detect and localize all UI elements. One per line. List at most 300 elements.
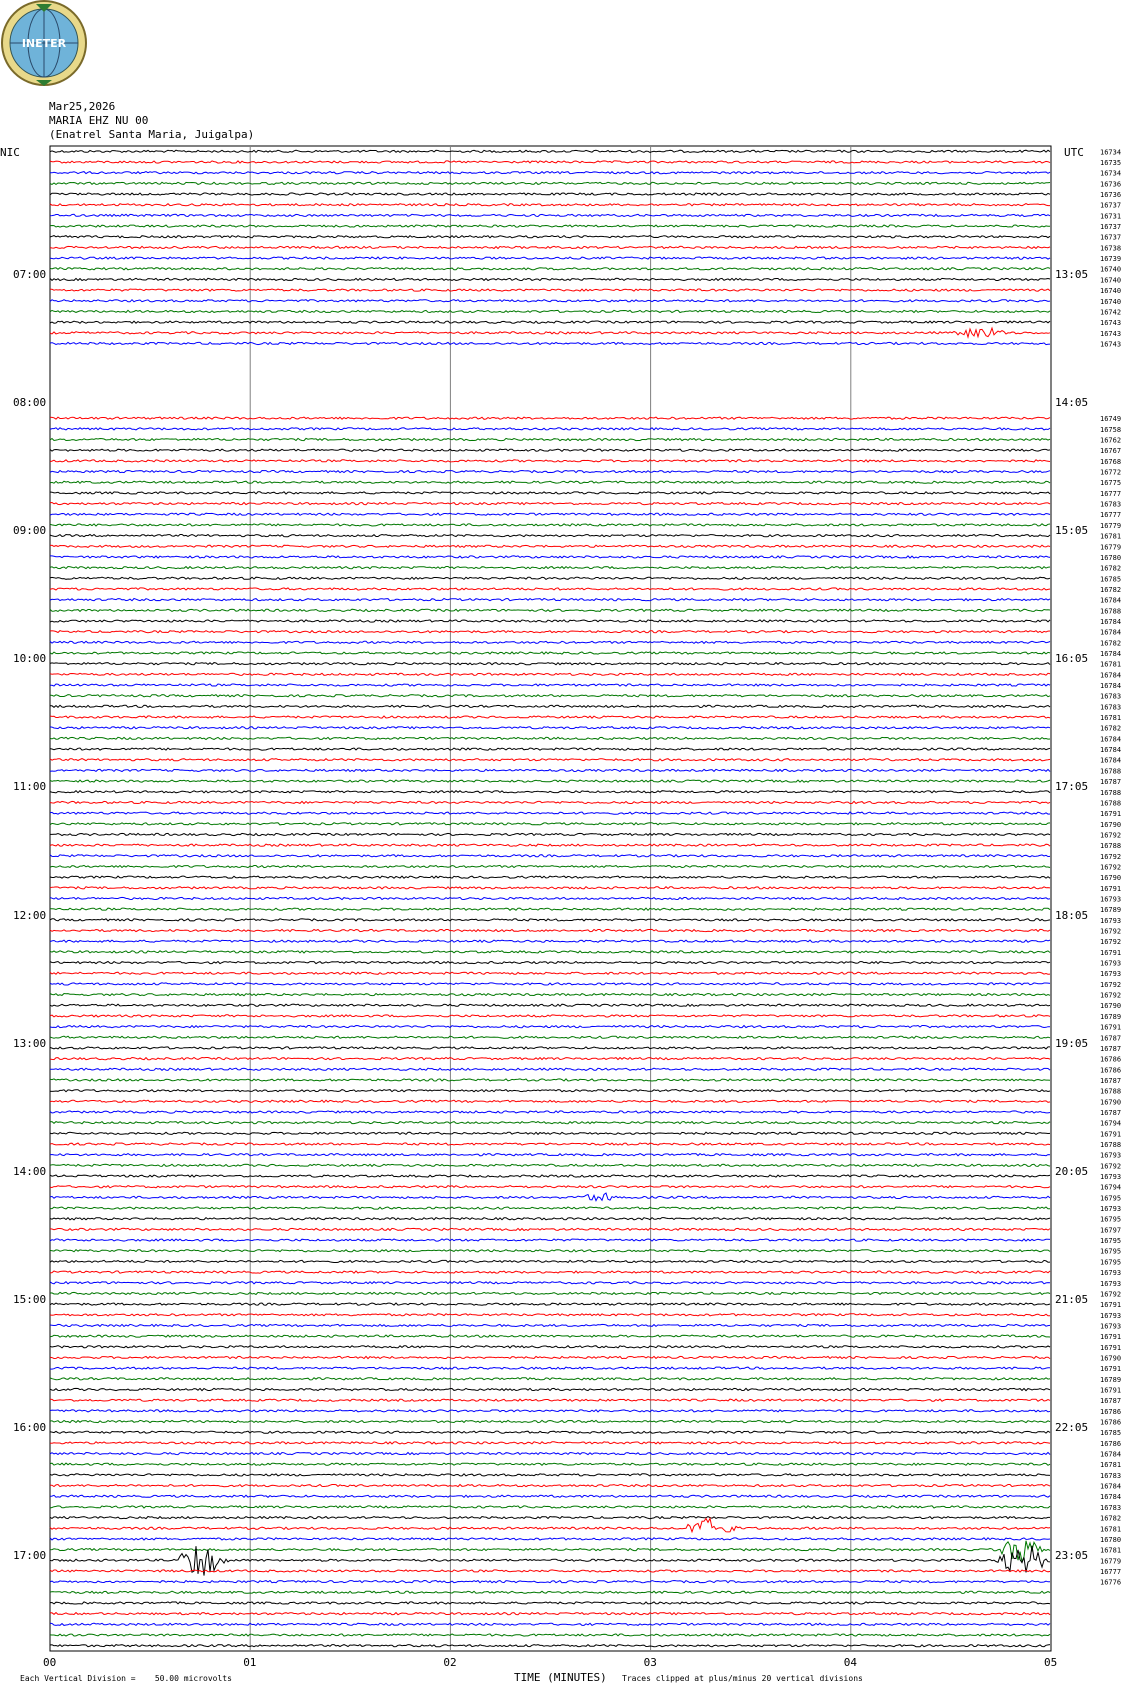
hour-label-left: 16:00 <box>13 1420 47 1434</box>
hour-label-right: 14:05 <box>1055 396 1089 410</box>
hour-label-right: 13:05 <box>1055 268 1089 282</box>
trace-row <box>50 908 1050 910</box>
trace-row <box>50 1420 1050 1422</box>
trace-count: 16791 <box>1100 1301 1122 1310</box>
trace-row <box>50 1346 1050 1348</box>
trace-count: 16786 <box>1100 1407 1122 1416</box>
trace-count: 16784 <box>1100 682 1122 691</box>
trace-count: 16790 <box>1100 820 1122 829</box>
trace-count: 16792 <box>1100 852 1122 861</box>
trace-count: 16758 <box>1100 425 1122 434</box>
trace-row <box>50 1228 1050 1230</box>
trace-count: 16784 <box>1100 617 1122 626</box>
trace-row <box>50 1485 1050 1487</box>
hour-label-left: 12:00 <box>13 908 47 922</box>
trace-row <box>50 748 1050 750</box>
trace-row <box>50 1292 1050 1294</box>
trace-row <box>50 1058 1050 1060</box>
trace-count: 16781 <box>1100 1546 1122 1555</box>
svg-text:INETER: INETER <box>21 37 67 50</box>
trace-count: 16793 <box>1100 970 1122 979</box>
trace-row <box>50 1079 1050 1081</box>
trace-row <box>50 1623 1050 1625</box>
trace-count: 16749 <box>1100 415 1122 424</box>
trace-count: 16790 <box>1100 874 1122 883</box>
trace-row <box>50 1356 1050 1358</box>
trace-count: 16768 <box>1100 457 1122 466</box>
trace-row <box>50 449 1050 451</box>
trace-count: 16792 <box>1100 980 1122 989</box>
trace-count: 16789 <box>1100 1375 1122 1384</box>
trace-row <box>50 1431 1050 1433</box>
trace-count: 16779 <box>1100 1557 1122 1566</box>
trace-row <box>50 1164 1050 1166</box>
hour-label-left: 11:00 <box>13 780 47 794</box>
hour-label-right: 20:05 <box>1055 1164 1089 1178</box>
trace-row <box>50 897 1050 899</box>
trace-count: 16795 <box>1100 1258 1122 1267</box>
trace-count: 16795 <box>1100 1237 1122 1246</box>
trace-row <box>50 1282 1050 1284</box>
trace-row <box>50 1036 1050 1038</box>
trace-count: 16787 <box>1100 778 1122 787</box>
trace-count: 16797 <box>1100 1226 1122 1235</box>
trace-row <box>50 1324 1050 1326</box>
trace-count: 16795 <box>1100 1215 1122 1224</box>
trace-row <box>50 919 1050 921</box>
trace-row <box>50 962 1050 964</box>
trace-count: 16786 <box>1100 1066 1122 1075</box>
trace-count: 16792 <box>1100 991 1122 1000</box>
trace-count: 16783 <box>1100 500 1122 509</box>
trace-count: 16793 <box>1100 895 1122 904</box>
trace-row <box>50 1399 1050 1401</box>
hour-label-left: 17:00 <box>13 1548 47 1562</box>
trace-count: 16782 <box>1100 724 1122 733</box>
trace-row <box>50 1591 1050 1593</box>
trace-count: 16792 <box>1100 1162 1122 1171</box>
trace-count: 16777 <box>1100 489 1122 498</box>
trace-row <box>50 695 1050 697</box>
trace-row <box>50 727 1050 729</box>
trace-row <box>50 983 1050 985</box>
trace-row <box>50 1004 1050 1006</box>
trace-row <box>50 268 1050 270</box>
clip-note: Traces clipped at plus/minus 20 vertical divisions <box>622 1674 863 1683</box>
trace-count: 16784 <box>1100 671 1122 680</box>
trace-count: 16788 <box>1100 842 1122 851</box>
trace-row <box>50 1463 1050 1465</box>
trace-row <box>50 1335 1050 1337</box>
trace-count: 16794 <box>1100 1183 1122 1192</box>
trace-row <box>50 503 1050 505</box>
trace-row <box>50 342 1050 344</box>
trace-count: 16784 <box>1100 596 1122 605</box>
trace-row <box>50 673 1050 675</box>
trace-row <box>50 631 1050 633</box>
trace-row <box>50 769 1050 771</box>
trace-row <box>50 823 1050 825</box>
hour-label-right: 21:05 <box>1055 1292 1089 1306</box>
trace-row <box>50 524 1050 526</box>
trace-row <box>50 801 1050 803</box>
trace-row <box>50 1613 1050 1615</box>
trace-count: 16793 <box>1100 1151 1122 1160</box>
trace-row <box>50 737 1050 739</box>
trace-count: 16779 <box>1100 521 1122 530</box>
trace-count: 16743 <box>1100 340 1122 349</box>
trace-row <box>50 1068 1050 1070</box>
trace-count: 16791 <box>1100 948 1122 957</box>
trace-count: 16781 <box>1100 532 1122 541</box>
trace-count: 16731 <box>1100 212 1122 221</box>
trace-row <box>50 1207 1050 1209</box>
trace-count: 16782 <box>1100 1514 1122 1523</box>
hour-label-left: 15:00 <box>13 1292 47 1306</box>
trace-row <box>50 1122 1050 1124</box>
trace-row <box>50 182 1050 184</box>
trace-row <box>50 1541 1050 1562</box>
trace-row <box>50 887 1050 889</box>
trace-row <box>50 1026 1050 1028</box>
trace-count: 16785 <box>1100 575 1122 584</box>
trace-count: 16762 <box>1100 436 1122 445</box>
x-axis-title: TIME (MINUTES) <box>514 1671 607 1684</box>
trace-count: 16791 <box>1100 1333 1122 1342</box>
hour-label-right: 15:05 <box>1055 524 1089 538</box>
trace-row <box>50 556 1050 558</box>
trace-row <box>50 652 1050 654</box>
trace-row <box>50 1303 1050 1305</box>
trace-row <box>50 844 1050 846</box>
trace-row <box>50 1186 1050 1188</box>
trace-count: 16743 <box>1100 319 1122 328</box>
trace-count: 16777 <box>1100 1567 1122 1576</box>
trace-row <box>50 204 1050 206</box>
trace-row <box>50 460 1050 462</box>
trace-count: 16793 <box>1100 1205 1122 1214</box>
trace-count: 16783 <box>1100 692 1122 701</box>
trace-count: 16793 <box>1100 1322 1122 1331</box>
trace-row <box>50 236 1050 238</box>
x-tick-label: 01 <box>243 1656 257 1669</box>
trace-count: 16784 <box>1100 1493 1122 1502</box>
trace-row <box>50 1100 1050 1102</box>
trace-row <box>50 1538 1050 1540</box>
trace-count: 16782 <box>1100 564 1122 573</box>
trace-row <box>50 1581 1050 1583</box>
trace-count: 16777 <box>1100 511 1122 520</box>
trace-count: 16785 <box>1100 1429 1122 1438</box>
trace-row <box>50 599 1050 601</box>
trace-row <box>50 1250 1050 1252</box>
trace-row <box>50 481 1050 483</box>
trace-row <box>50 1517 1050 1519</box>
trace-count: 16737 <box>1100 233 1122 242</box>
trace-count: 16783 <box>1100 1503 1122 1512</box>
scale-note: Each Vertical Division = 50.00 microvolts <box>20 1674 232 1683</box>
trace-row <box>50 1442 1050 1444</box>
trace-row <box>50 1154 1050 1156</box>
x-tick-label: 00 <box>43 1656 57 1669</box>
trace-count: 16784 <box>1100 650 1122 659</box>
trace-count: 16795 <box>1100 1247 1122 1256</box>
trace-count: 16734 <box>1100 169 1122 178</box>
trace-row <box>50 865 1050 867</box>
trace-row <box>50 609 1050 611</box>
trace-row <box>50 940 1050 942</box>
trace-count: 16792 <box>1100 831 1122 840</box>
trace-count: 16784 <box>1100 1450 1122 1459</box>
trace-count: 16782 <box>1100 639 1122 648</box>
trace-row <box>50 588 1050 590</box>
trace-count: 16734 <box>1100 148 1122 157</box>
trace-row <box>50 812 1050 814</box>
station-label: MARIA EHZ NU 00 <box>49 114 149 127</box>
trace-count: 16740 <box>1100 287 1122 296</box>
trace-count: 16792 <box>1100 863 1122 872</box>
x-tick-label: 05 <box>1044 1656 1058 1669</box>
trace-count: 16791 <box>1100 884 1122 893</box>
trace-row <box>50 438 1050 440</box>
trace-row <box>50 1518 1050 1532</box>
trace-count: 16781 <box>1100 660 1122 669</box>
trace-count: 16792 <box>1100 927 1122 936</box>
trace-row <box>50 1378 1050 1380</box>
trace-row <box>50 663 1050 665</box>
trace-row <box>50 214 1050 216</box>
trace-count: 16788 <box>1100 799 1122 808</box>
trace-row <box>50 417 1050 419</box>
hour-label-left: 13:00 <box>13 1036 47 1050</box>
trace-count: 16792 <box>1100 1290 1122 1299</box>
trace-count: 16736 <box>1100 180 1122 189</box>
trace-count: 16775 <box>1100 479 1122 488</box>
trace-row <box>50 577 1050 579</box>
trace-count: 16790 <box>1100 1354 1122 1363</box>
trace-count: 16793 <box>1100 1311 1122 1320</box>
trace-count: 16776 <box>1100 1578 1122 1587</box>
timezone-right: UTC <box>1064 146 1084 159</box>
trace-row <box>50 1143 1050 1145</box>
hour-label-left: 14:00 <box>13 1164 47 1178</box>
trace-row <box>50 994 1050 996</box>
trace-count: 16794 <box>1100 1119 1122 1128</box>
trace-count: 16780 <box>1100 553 1122 562</box>
trace-row <box>50 876 1050 878</box>
hour-label-right: 19:05 <box>1055 1036 1089 1050</box>
trace-count: 16784 <box>1100 756 1122 765</box>
trace-count: 16795 <box>1100 1194 1122 1203</box>
trace-row <box>50 1388 1050 1390</box>
trace-count: 16793 <box>1100 916 1122 925</box>
trace-row <box>50 471 1050 473</box>
trace-row <box>50 1132 1050 1134</box>
trace-row <box>50 1314 1050 1316</box>
trace-count: 16789 <box>1100 906 1122 915</box>
trace-row <box>50 929 1050 931</box>
trace-row <box>50 567 1050 569</box>
trace-count: 16781 <box>1100 714 1122 723</box>
trace-count: 16791 <box>1100 1386 1122 1395</box>
trace-count: 16783 <box>1100 1471 1122 1480</box>
trace-row <box>50 1090 1050 1092</box>
trace-count: 16780 <box>1100 1535 1122 1544</box>
trace-count: 16790 <box>1100 1002 1122 1011</box>
trace-count: 16788 <box>1100 1140 1122 1149</box>
trace-count: 16784 <box>1100 746 1122 755</box>
trace-count: 16743 <box>1100 329 1122 338</box>
trace-count: 16735 <box>1100 159 1122 168</box>
trace-count: 16739 <box>1100 255 1122 264</box>
trace-row <box>50 1645 1050 1647</box>
trace-row <box>50 513 1050 515</box>
trace-count: 16740 <box>1100 276 1122 285</box>
trace-count: 16791 <box>1100 1023 1122 1032</box>
trace-count: 16784 <box>1100 628 1122 637</box>
trace-count: 16740 <box>1100 265 1122 274</box>
trace-count: 16784 <box>1100 735 1122 744</box>
trace-row <box>50 1239 1050 1241</box>
trace-row <box>50 972 1050 974</box>
hour-label-left: 08:00 <box>13 396 47 410</box>
trace-row <box>50 791 1050 793</box>
trace-row <box>50 535 1050 537</box>
hour-label-right: 23:05 <box>1055 1548 1089 1562</box>
trace-row <box>50 684 1050 686</box>
date-label: Mar25,2026 <box>49 100 116 113</box>
trace-count: 16738 <box>1100 244 1122 253</box>
trace-count: 16791 <box>1100 1130 1122 1139</box>
trace-row <box>50 1602 1050 1604</box>
trace-row <box>50 1634 1050 1636</box>
trace-row <box>50 321 1050 323</box>
trace-count: 16787 <box>1100 1034 1122 1043</box>
trace-count: 16788 <box>1100 767 1122 776</box>
trace-count: 16792 <box>1100 938 1122 947</box>
trace-row <box>50 545 1050 547</box>
trace-count: 16791 <box>1100 810 1122 819</box>
trace-count: 16782 <box>1100 585 1122 594</box>
trace-count: 16772 <box>1100 468 1122 477</box>
hour-label-left: 07:00 <box>13 268 47 282</box>
hour-label-right: 22:05 <box>1055 1420 1089 1434</box>
trace-row <box>50 150 1050 152</box>
trace-count: 16788 <box>1100 607 1122 616</box>
trace-count: 16790 <box>1100 1098 1122 1107</box>
x-tick-label: 04 <box>843 1656 858 1669</box>
trace-count: 16784 <box>1100 1482 1122 1491</box>
trace-row <box>50 172 1050 174</box>
trace-count: 16793 <box>1100 1173 1122 1182</box>
trace-count: 16783 <box>1100 703 1122 712</box>
timezone-left: NIC <box>0 146 20 159</box>
trace-row <box>50 246 1050 248</box>
trace-count: 16779 <box>1100 543 1122 552</box>
trace-row <box>50 1047 1050 1049</box>
trace-row <box>50 289 1050 291</box>
trace-count: 16789 <box>1100 1012 1122 1021</box>
trace-count: 16791 <box>1100 1365 1122 1374</box>
hour-label-left: 10:00 <box>13 652 47 666</box>
trace-count: 16740 <box>1100 297 1122 306</box>
trace-row <box>50 1474 1050 1476</box>
trace-row <box>50 1570 1050 1572</box>
x-tick-label: 03 <box>643 1656 657 1669</box>
trace-count: 16767 <box>1100 447 1122 456</box>
trace-row <box>50 161 1050 163</box>
trace-count: 16742 <box>1100 308 1122 317</box>
trace-count: 16787 <box>1100 1108 1122 1117</box>
trace-row <box>50 257 1050 259</box>
trace-count: 16793 <box>1100 1279 1122 1288</box>
trace-count: 16781 <box>1100 1461 1122 1470</box>
trace-row <box>50 1260 1050 1262</box>
trace-row <box>50 1495 1050 1497</box>
trace-row <box>50 833 1050 835</box>
trace-row <box>50 310 1050 312</box>
trace-count: 16788 <box>1100 1087 1122 1096</box>
trace-row <box>50 328 1050 337</box>
trace-row <box>50 492 1050 494</box>
trace-row <box>50 620 1050 622</box>
trace-row <box>50 1015 1050 1017</box>
trace-row <box>50 705 1050 707</box>
trace-row <box>50 780 1050 782</box>
trace-row <box>50 1367 1050 1369</box>
trace-row <box>50 300 1050 302</box>
trace-row <box>50 193 1050 195</box>
trace-row <box>50 1218 1050 1220</box>
trace-row <box>50 759 1050 761</box>
location-label: (Enatrel Santa Maria, Juigalpa) <box>49 128 255 141</box>
trace-count: 16787 <box>1100 1076 1122 1085</box>
trace-row <box>50 1193 1050 1201</box>
trace-count: 16737 <box>1100 223 1122 232</box>
trace-count: 16793 <box>1100 1269 1122 1278</box>
trace-row <box>50 716 1050 718</box>
trace-count: 16787 <box>1100 1397 1122 1406</box>
hour-label-right: 16:05 <box>1055 652 1089 666</box>
trace-count: 16786 <box>1100 1418 1122 1427</box>
trace-row <box>50 1410 1050 1412</box>
trace-row <box>50 1271 1050 1273</box>
hour-label-left: 09:00 <box>13 524 47 538</box>
trace-count: 16786 <box>1100 1439 1122 1448</box>
trace-count: 16793 <box>1100 959 1122 968</box>
trace-count: 16737 <box>1100 201 1122 210</box>
trace-row <box>50 641 1050 643</box>
trace-count: 16786 <box>1100 1055 1122 1064</box>
trace-row <box>50 428 1050 430</box>
trace-row <box>50 225 1050 227</box>
hour-label-right: 18:05 <box>1055 908 1089 922</box>
trace-count: 16787 <box>1100 1044 1122 1053</box>
hour-label-right: 17:05 <box>1055 780 1089 794</box>
trace-row <box>50 278 1050 280</box>
trace-row <box>50 1111 1050 1113</box>
trace-count: 16791 <box>1100 1343 1122 1352</box>
trace-row <box>50 855 1050 857</box>
trace-row <box>50 1506 1050 1508</box>
trace-count: 16736 <box>1100 191 1122 200</box>
trace-row <box>50 1175 1050 1177</box>
trace-count: 16781 <box>1100 1525 1122 1534</box>
x-tick-label: 02 <box>443 1656 457 1669</box>
trace-row <box>50 1453 1050 1455</box>
trace-count: 16788 <box>1100 788 1122 797</box>
trace-row <box>50 951 1050 953</box>
